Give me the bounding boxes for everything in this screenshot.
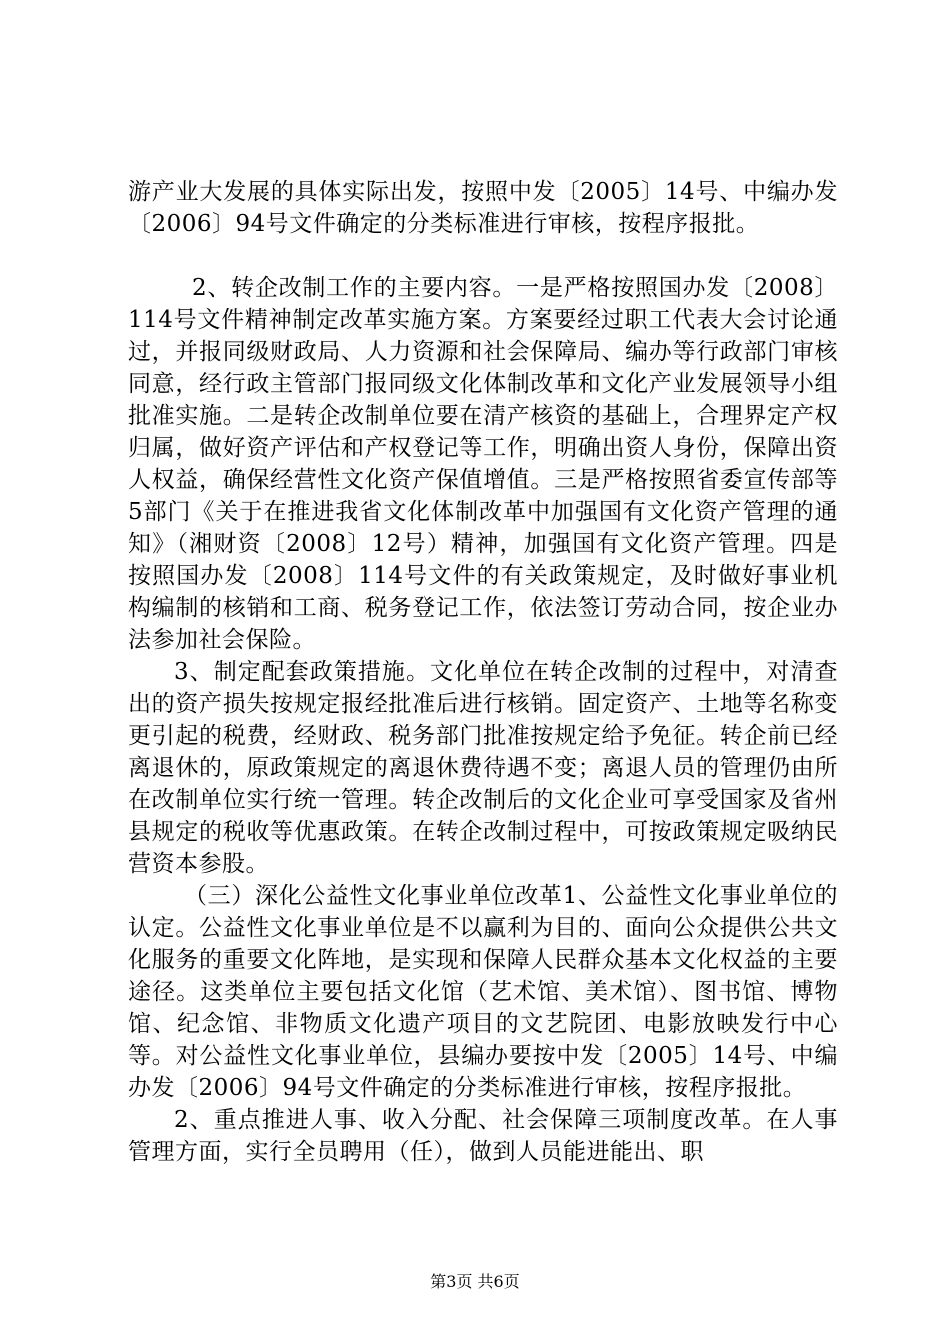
- page-number-footer: 第3页 共6页: [430, 1272, 520, 1291]
- paragraph-public-welfare: （三）深化公益性文化事业单位改革1、公益性文化事业单位的认定。公益性文化事业单位是不以赢利为目的、面向公众提供公共文化服务的重要文化阵地，是实现和保障人民群众基本文化权益的主要途径。这类单位主要包括文化馆（艺术馆、美术馆）、图书馆、博物馆、纪念馆、非物质文化遗产项目的文艺院团、电影放映发行中心等。对公益性文化事业单位，县编办要按中发〔2005〕14号、中编办发〔2006〕94号文件确定的分类标准进行审核，按程序报批。: [128, 883, 838, 1101]
- paragraph-continuation: 游产业大发展的具体实际出发，按照中发〔2005〕14号、中编办发〔2006〕94号文件确定的分类标准进行审核，按程序报批。: [128, 179, 838, 237]
- paragraph-policy-measures: 3、制定配套政策措施。文化单位在转企改制的过程中，对清查出的资产损失按规定报经批准后进行核销。固定资产、土地等名称变更引起的税费，经财政、税务部门批准按规定给予免征。转企前已经离退休的，原政策规定的离退休费待遇不变；离退人员的管理仍由所在改制单位实行统一管理。转企改制后的文化企业可享受国家及省州县规定的税收等优惠政策。在转企改制过程中，可按政策规定吸纳民营资本参股。: [128, 659, 838, 877]
- paragraph-three-reforms: 2、重点推进人事、收入分配、社会保障三项制度改革。在人事管理方面，实行全员聘用（任），做到人员能进能出、职: [128, 1107, 838, 1165]
- paragraph-reform-content: 2、转企改制工作的主要内容。一是严格按照国办发〔2008〕114号文件精神制定改革实施方案。方案要经过职工代表大会讨论通过，并报同级财政局、人力资源和社会保障局、编办等行政部门审核同意，经行政主管部门报同级文化体制改革和文化产业发展领导小组批准实施。二是转企改制单位要在清产核资的基础上，合理界定产权归属，做好资产评估和产权登记等工作，明确出资人身份，保障出资人权益，确保经营性文化资产保值增值。三是严格按照省委宣传部等5部门《关于在推进我省文化体制改革中加强国有文化资产管理的通知》（湘财资〔2008〕12号）精神，加强国有文化资产管理。四是按照国办发〔2008〕114号文件的有关政策规定，及时做好事业机构编制的核销和工商、税务登记工作，依法签订劳动合同，按企业办法参加社会保险。: [128, 275, 838, 653]
- document-body: [128, 176, 838, 1168]
